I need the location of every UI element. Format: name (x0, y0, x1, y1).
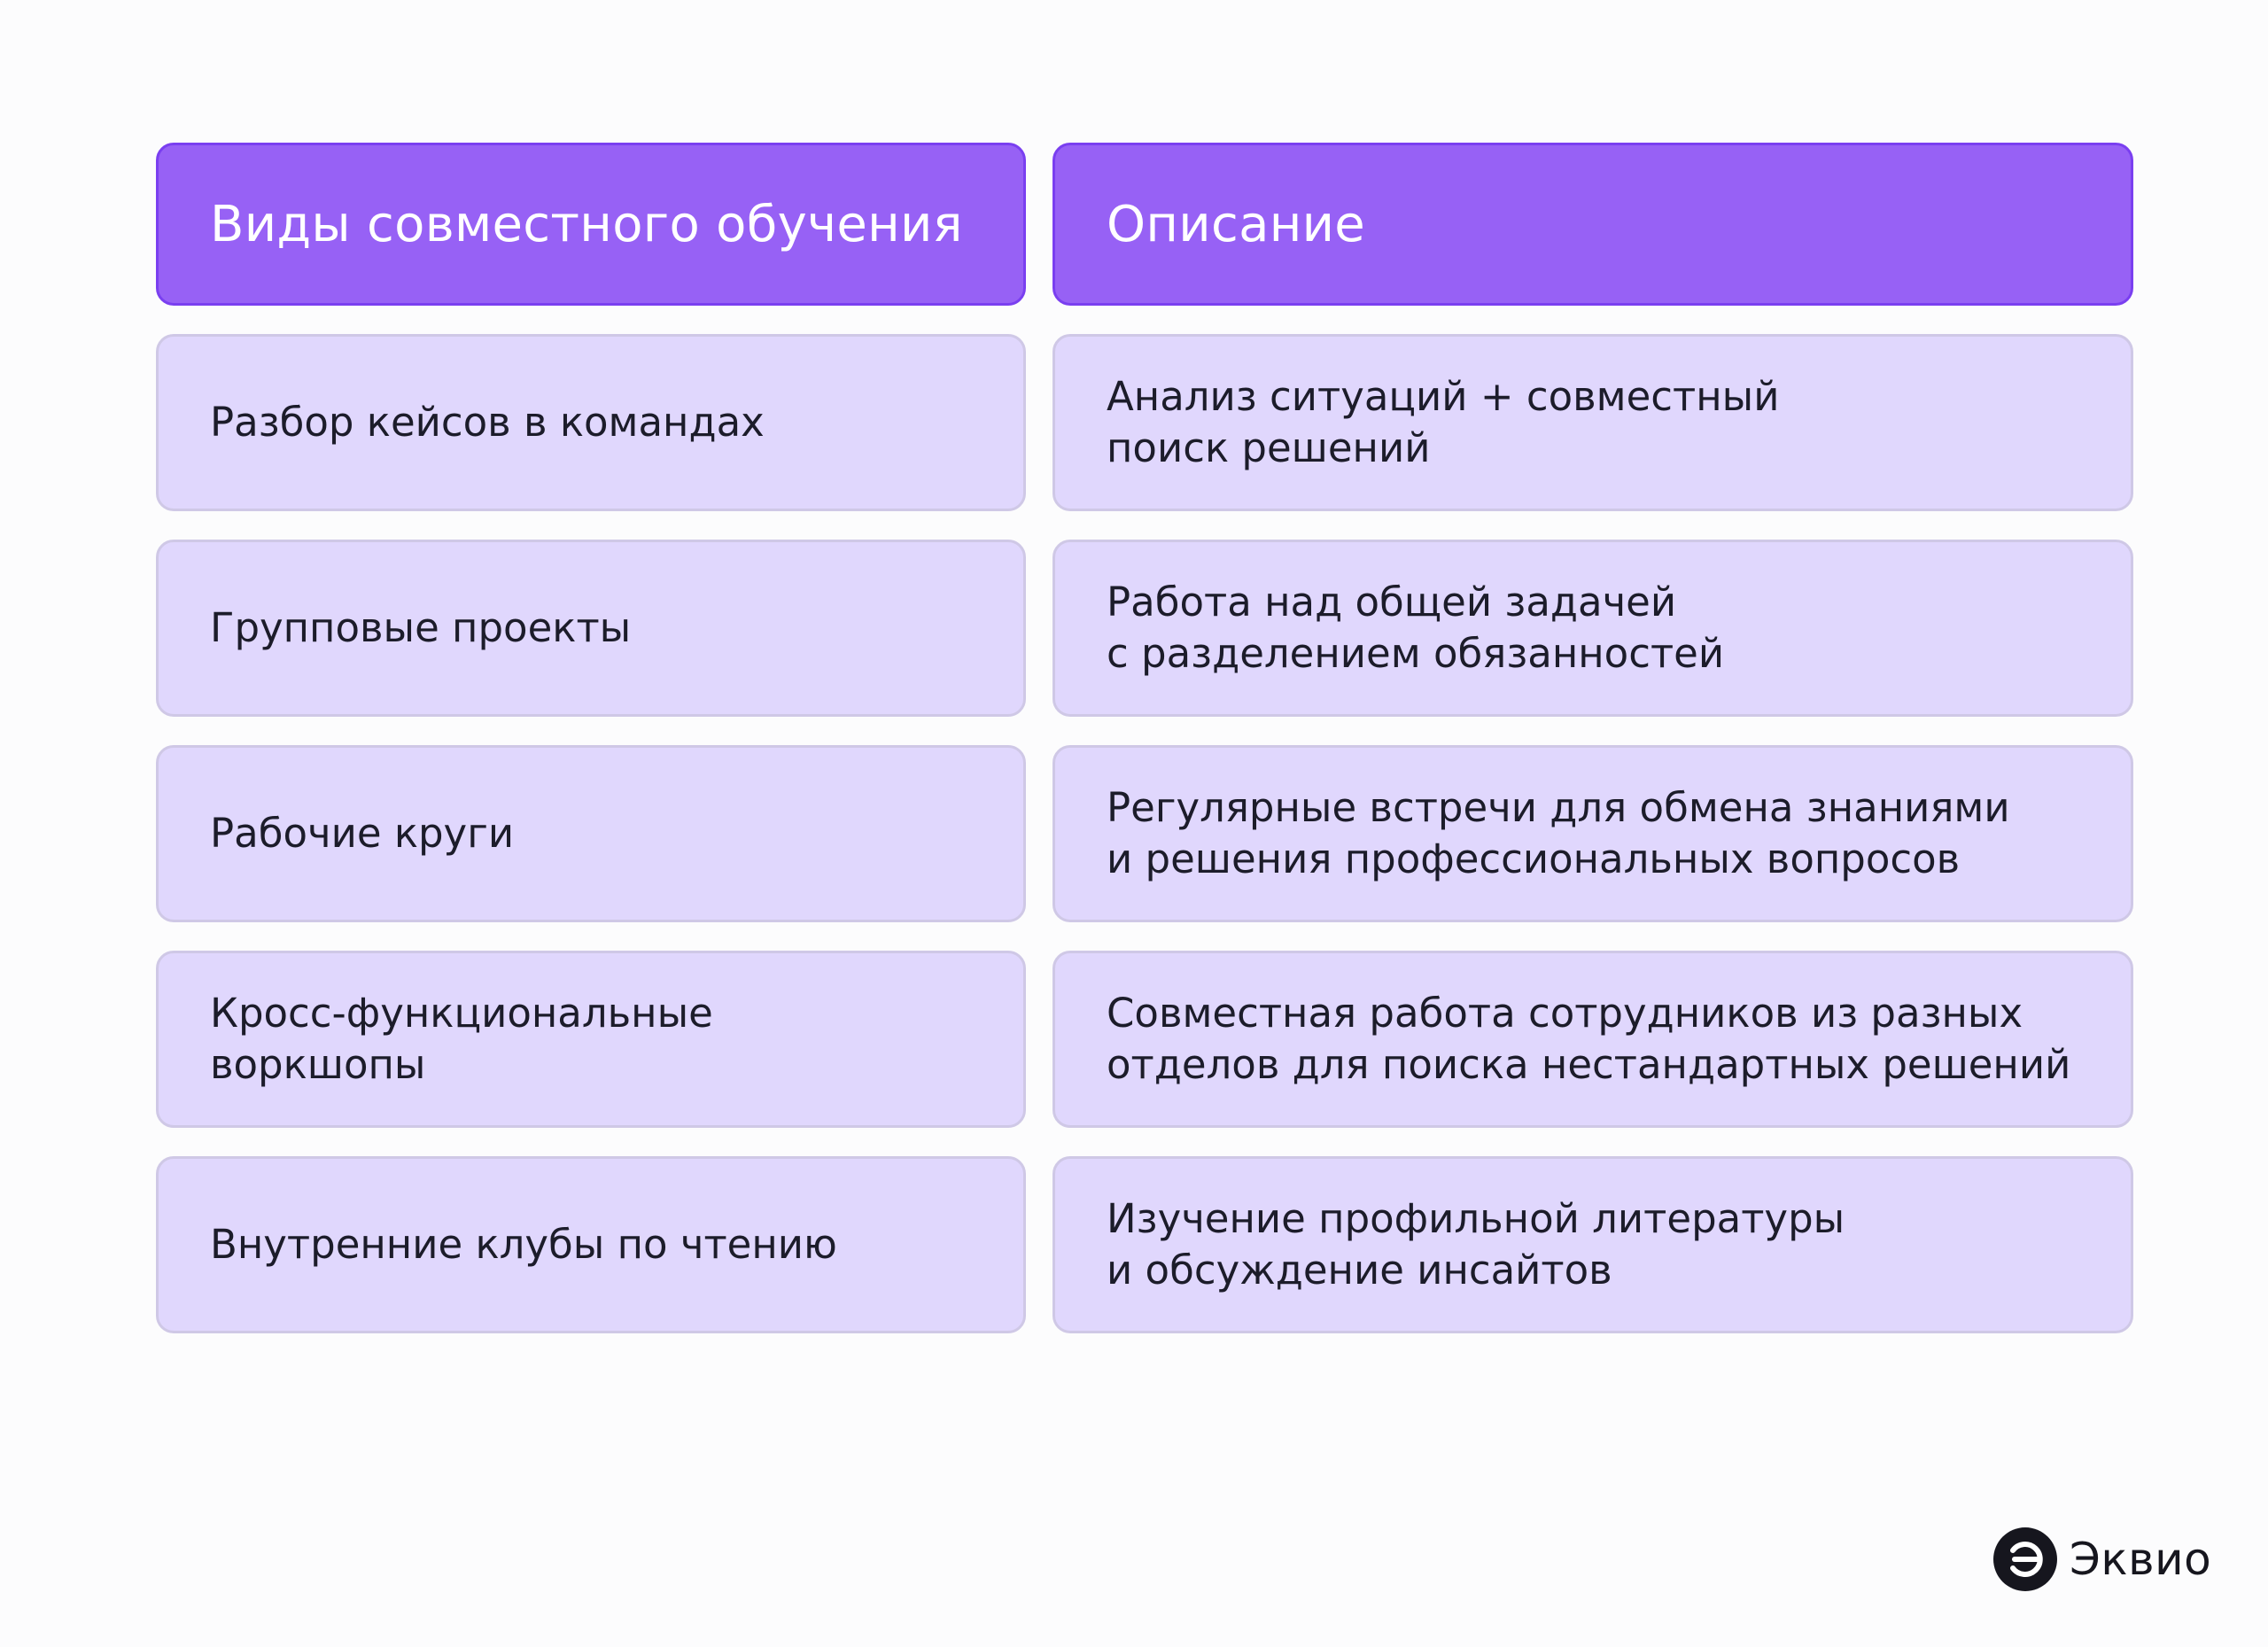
table-row (156, 951, 2133, 1128)
type-cell: Разбор кейсов в командах (156, 334, 1026, 511)
description-cell: Изучение профильной литературы и обсуждение инсайтов (1052, 1156, 2133, 1333)
description-cell: Работа над общей задачей с разделением обязанностей (1052, 540, 2133, 717)
type-cell: Внутренние клубы по чтению (156, 1156, 1026, 1333)
learning-types-table (156, 143, 2133, 1362)
description-cell: Анализ ситуаций + совместный поиск решений (1052, 334, 2133, 511)
brand-name: Эквио (2070, 1534, 2212, 1585)
header-cell-description: Описание (1052, 143, 2133, 306)
table-row (156, 745, 2133, 922)
ekvio-logo-icon (1993, 1527, 2057, 1591)
brand-logo (1993, 1527, 2211, 1591)
type-cell: Групповые проекты (156, 540, 1026, 717)
type-cell: Кросс-функциональные воркшопы (156, 951, 1026, 1128)
type-cell: Рабочие круги (156, 745, 1026, 922)
table-header-row (156, 143, 2133, 306)
description-cell: Совместная работа сотрудников из разных отделов для поиска нестандартных решений (1052, 951, 2133, 1128)
table-row (156, 334, 2133, 511)
table-row (156, 540, 2133, 717)
header-cell-types: Виды совместного обучения (156, 143, 1026, 306)
table-row (156, 1156, 2133, 1333)
description-cell: Регулярные встречи для обмена знаниями и решения профессиональных вопросов (1052, 745, 2133, 922)
